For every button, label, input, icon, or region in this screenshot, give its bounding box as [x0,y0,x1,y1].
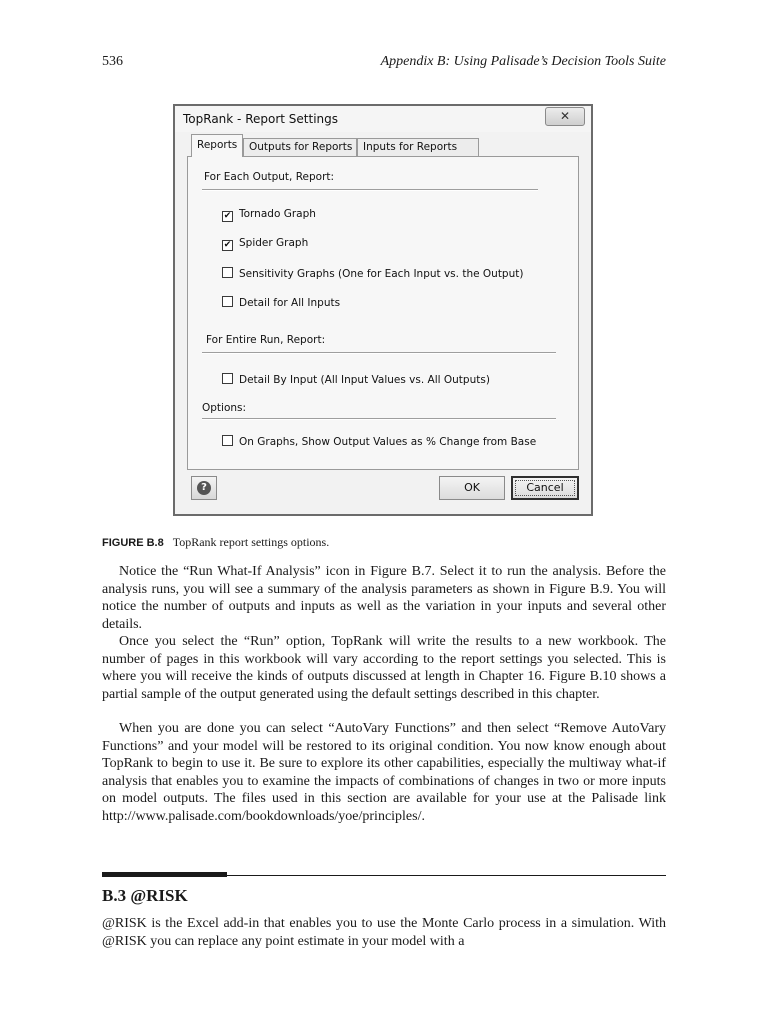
checkbox-label: Detail By Input (All Input Values vs. All Outputs) [239,374,490,386]
help-icon: ? [197,481,211,495]
close-icon: ✕ [559,109,571,123]
checkbox-tornado-graph[interactable]: ✔ [223,211,232,221]
ok-button[interactable]: OK [439,476,505,500]
section-rule [102,872,227,877]
figure-caption-text: TopRank report settings options. [172,535,330,549]
separator [202,418,556,420]
checkbox-show-percent-change[interactable] [222,435,233,446]
checkbox-row-spider-graph[interactable] [222,237,308,251]
section-label-entire-run: For Entire Run, Report: [206,334,326,346]
paragraph: Notice the “Run What-If Analysis” icon in Figure B.7. Select it to run the analysis. Before the analysis runs, you will see a summary of the analysis parameters as shown in Figure B.9. You will notice the number of outputs and inputs as well as the variation in your inputs and several other details. [102,564,666,632]
checkbox-label: Spider Graph [239,237,309,249]
section-rule-thin [227,875,666,876]
figure-label: FIGURE B.8 [102,537,164,549]
page-header [102,54,666,74]
help-button[interactable] [191,476,217,500]
checkbox-row-detail-by-input[interactable] [222,373,490,386]
section-heading: B.3 @RISK [102,886,188,905]
checkbox-spider-graph[interactable]: ✔ [223,240,232,250]
paragraph: @RISK is the Excel add-in that enables you to use the Monte Carlo process in a simulation. With @RISK you can replace any point estimate in your model with a [102,916,666,949]
tab-inputs-for-reports[interactable]: Inputs for Reports [357,138,479,156]
checkbox-detail-by-input[interactable] [222,373,233,384]
cancel-button[interactable] [511,476,579,500]
checkbox-sensitivity-graphs[interactable] [222,267,233,278]
separator [202,189,538,191]
checkbox-label: On Graphs, Show Output Values as % Change from Base [239,436,537,448]
page-number: 536 [102,54,123,69]
dialog-title: TopRank - Report Settings [183,112,339,126]
paragraph: Once you select the “Run” option, TopRank will write the results to a new workbook. The number of pages in this workbook will vary according to the report settings you selected. This is where you will receive the kinds of outputs discussed at length in Chapter 16. Figure B.10 shows a partial sample of the output generated using the default settings described in this chapter. [102,634,666,702]
tab-reports[interactable]: Reports [191,134,243,157]
paragraph: When you are done you can select “AutoVary Functions” and then select “Remove AutoVary Functions” and your model will be restored to its original condition. You now know enough about TopRank to begin to use it. Be sure to explore its other capabilities, especially the multiway what-if analysis that enables you to examine the impacts of combinations of changes in two or more inputs on model outputs. The files used in this section are available for your use at the Palisade link http://www.palisade.com/bookdownloads/yoe/principles/. [102,721,666,824]
checkbox-detail-all-inputs[interactable] [222,296,233,307]
checkbox-row-show-percent-change[interactable] [222,435,536,448]
checkbox-row-detail-all-inputs[interactable] [222,296,340,309]
focus-ring [515,480,575,496]
section-label-each-output: For Each Output, Report: [204,171,335,183]
section-label-options: Options: [202,402,247,414]
figure-caption [102,535,329,550]
running-head: Appendix B: Using Palisade’s Decision Tools Suite [380,54,666,69]
cancel-button-label: Cancel [526,481,564,494]
reports-panel [187,156,579,470]
checkbox-row-sensitivity-graphs[interactable] [222,267,523,280]
checkbox-row-tornado-graph[interactable] [222,208,316,222]
report-settings-dialog [173,104,593,516]
tab-outputs-for-reports[interactable]: Outputs for Reports [243,138,357,156]
checkbox-label: Sensitivity Graphs (One for Each Input vs. the Output) [239,268,524,280]
dialog-titlebar[interactable] [175,106,591,132]
close-button[interactable] [545,107,585,126]
checkbox-label: Tornado Graph [239,208,316,220]
separator [202,352,556,354]
checkbox-label: Detail for All Inputs [239,297,341,309]
